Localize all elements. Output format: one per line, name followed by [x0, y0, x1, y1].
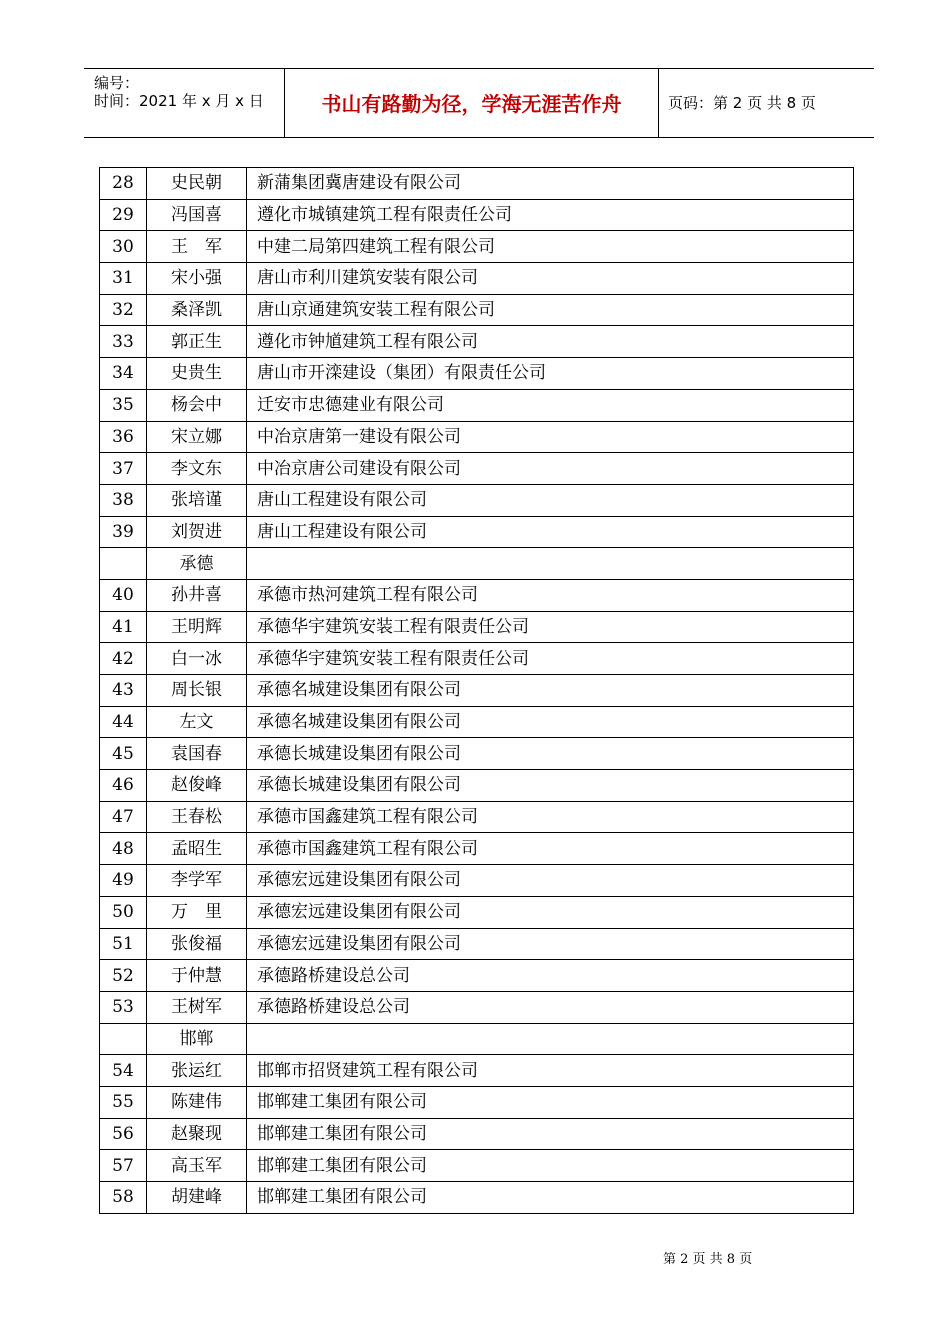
company-name-cell: 承德华宇建筑安装工程有限责任公司	[247, 611, 854, 643]
company-name-cell: 邯郸建工集团有限公司	[247, 1150, 854, 1182]
person-name-cell: 承德	[147, 548, 247, 580]
row-number-cell: 56	[100, 1118, 147, 1150]
person-name-cell: 左文	[147, 706, 247, 738]
person-name-cell: 宋小强	[147, 263, 247, 295]
header-page-cell	[658, 69, 874, 137]
person-name-cell: 冯国喜	[147, 199, 247, 231]
company-name-cell: 承德宏远建设集团有限公司	[247, 928, 854, 960]
company-name-cell: 邯郸市招贤建筑工程有限公司	[247, 1055, 854, 1087]
row-number-cell: 49	[100, 865, 147, 897]
row-number-cell: 32	[100, 294, 147, 326]
row-number-cell: 44	[100, 706, 147, 738]
person-name-cell: 张培谨	[147, 484, 247, 516]
person-name-cell: 王春松	[147, 801, 247, 833]
row-number-cell: 55	[100, 1086, 147, 1118]
person-name-cell: 于仲慧	[147, 960, 247, 992]
company-name-cell: 唐山市开滦建设（集团）有限责任公司	[247, 358, 854, 390]
row-number-cell: 31	[100, 263, 147, 295]
table-row	[100, 484, 854, 516]
table-row	[100, 358, 854, 390]
row-number-cell: 54	[100, 1055, 147, 1087]
row-number-cell: 34	[100, 358, 147, 390]
table-row	[100, 960, 854, 992]
person-name-cell: 王明辉	[147, 611, 247, 643]
company-name-cell: 承德长城建设集团有限公司	[247, 770, 854, 802]
person-name-cell: 赵俊峰	[147, 770, 247, 802]
row-number-cell: 50	[100, 896, 147, 928]
table-row	[100, 1150, 854, 1182]
person-name-cell: 周长银	[147, 675, 247, 707]
person-name-cell: 刘贺进	[147, 516, 247, 548]
header-page-info: 页码：第 2 页 共 8 页	[668, 94, 816, 112]
table-row	[100, 389, 854, 421]
row-number-cell: 40	[100, 579, 147, 611]
company-name-cell: 唐山京通建筑安装工程有限公司	[247, 294, 854, 326]
motto-text: 书山有路勤为径，学海无涯苦作舟	[321, 92, 622, 116]
time-label: 时间：2021 年 x 月 x 日	[94, 92, 264, 110]
table-row	[100, 1182, 854, 1214]
company-name-cell: 遵化市城镇建筑工程有限责任公司	[247, 199, 854, 231]
table-row	[100, 991, 854, 1023]
person-name-cell: 孟昭生	[147, 833, 247, 865]
table-row	[100, 326, 854, 358]
table-row	[100, 453, 854, 485]
row-number-cell: 43	[100, 675, 147, 707]
person-name-cell: 孙井喜	[147, 579, 247, 611]
company-name-cell: 承德名城建设集团有限公司	[247, 706, 854, 738]
table-row	[100, 199, 854, 231]
person-name-cell: 郭正生	[147, 326, 247, 358]
row-number-cell	[100, 1023, 147, 1055]
table-row	[100, 263, 854, 295]
header-motto-cell	[284, 69, 659, 137]
page-header	[84, 68, 874, 138]
table-row	[100, 643, 854, 675]
row-number-cell: 37	[100, 453, 147, 485]
row-number-cell: 39	[100, 516, 147, 548]
person-name-cell: 陈建伟	[147, 1086, 247, 1118]
row-number-cell: 53	[100, 991, 147, 1023]
company-name-cell: 中冶京唐公司建设有限公司	[247, 453, 854, 485]
footer-page-number: 第 2 页 共 8 页	[663, 1252, 753, 1267]
table-row	[100, 1055, 854, 1087]
person-name-cell: 王树军	[147, 991, 247, 1023]
company-name-cell: 承德市国鑫建筑工程有限公司	[247, 801, 854, 833]
table-row	[100, 1086, 854, 1118]
row-number-cell: 58	[100, 1182, 147, 1214]
person-name-cell: 胡建峰	[147, 1182, 247, 1214]
company-name-cell: 唐山工程建设有限公司	[247, 516, 854, 548]
person-name-cell: 袁国春	[147, 738, 247, 770]
table-row	[100, 706, 854, 738]
person-name-cell: 杨会中	[147, 389, 247, 421]
company-name-cell: 承德长城建设集团有限公司	[247, 738, 854, 770]
table-row	[100, 896, 854, 928]
company-name-cell: 邯郸建工集团有限公司	[247, 1086, 854, 1118]
row-number-cell: 33	[100, 326, 147, 358]
company-name-cell: 中建二局第四建筑工程有限公司	[247, 231, 854, 263]
table-row	[100, 865, 854, 897]
row-number-cell: 52	[100, 960, 147, 992]
company-name-cell: 承德名城建设集团有限公司	[247, 675, 854, 707]
table-row	[100, 421, 854, 453]
row-number-cell: 47	[100, 801, 147, 833]
person-name-cell: 王 军	[147, 231, 247, 263]
person-name-cell: 白一冰	[147, 643, 247, 675]
company-name-cell: 邯郸建工集团有限公司	[247, 1182, 854, 1214]
table-row	[100, 770, 854, 802]
row-number-cell: 35	[100, 389, 147, 421]
person-name-cell: 史民朝	[147, 168, 247, 200]
person-name-cell: 高玉军	[147, 1150, 247, 1182]
row-number-cell: 46	[100, 770, 147, 802]
company-name-cell: 承德路桥建设总公司	[247, 991, 854, 1023]
person-name-cell: 张俊福	[147, 928, 247, 960]
table-row	[100, 801, 854, 833]
company-name-cell: 中冶京唐第一建设有限公司	[247, 421, 854, 453]
header-meta-cell	[84, 69, 284, 137]
row-number-cell: 45	[100, 738, 147, 770]
company-name-cell	[247, 1023, 854, 1055]
row-number-cell: 29	[100, 199, 147, 231]
row-number-cell: 42	[100, 643, 147, 675]
table-row	[100, 1118, 854, 1150]
company-name-cell: 唐山市利川建筑安装有限公司	[247, 263, 854, 295]
row-number-cell: 38	[100, 484, 147, 516]
company-name-cell: 承德路桥建设总公司	[247, 960, 854, 992]
table-row	[100, 738, 854, 770]
table-row	[100, 579, 854, 611]
person-name-cell: 桑泽凯	[147, 294, 247, 326]
person-name-cell: 邯郸	[147, 1023, 247, 1055]
personnel-table	[99, 167, 854, 1214]
table-row	[100, 231, 854, 263]
company-name-cell: 新蒲集团冀唐建设有限公司	[247, 168, 854, 200]
person-name-cell: 李学军	[147, 865, 247, 897]
row-number-cell	[100, 548, 147, 580]
region-header-row	[100, 548, 854, 580]
person-name-cell: 张运红	[147, 1055, 247, 1087]
region-header-row	[100, 1023, 854, 1055]
company-name-cell	[247, 548, 854, 580]
company-name-cell: 承德宏远建设集团有限公司	[247, 896, 854, 928]
number-label: 编号：	[94, 74, 140, 92]
table-row	[100, 611, 854, 643]
company-name-cell: 承德宏远建设集团有限公司	[247, 865, 854, 897]
table-row	[100, 168, 854, 200]
company-name-cell: 迁安市忠德建业有限公司	[247, 389, 854, 421]
table-row	[100, 833, 854, 865]
row-number-cell: 36	[100, 421, 147, 453]
person-name-cell: 李文东	[147, 453, 247, 485]
row-number-cell: 41	[100, 611, 147, 643]
row-number-cell: 57	[100, 1150, 147, 1182]
company-name-cell: 邯郸建工集团有限公司	[247, 1118, 854, 1150]
person-name-cell: 宋立娜	[147, 421, 247, 453]
company-name-cell: 承德市国鑫建筑工程有限公司	[247, 833, 854, 865]
person-name-cell: 史贵生	[147, 358, 247, 390]
row-number-cell: 28	[100, 168, 147, 200]
table-row	[100, 294, 854, 326]
company-name-cell: 遵化市钟馗建筑工程有限公司	[247, 326, 854, 358]
row-number-cell: 51	[100, 928, 147, 960]
company-name-cell: 承德市热河建筑工程有限公司	[247, 579, 854, 611]
row-number-cell: 48	[100, 833, 147, 865]
company-name-cell: 承德华宇建筑安装工程有限责任公司	[247, 643, 854, 675]
company-name-cell: 唐山工程建设有限公司	[247, 484, 854, 516]
table-row	[100, 675, 854, 707]
person-name-cell: 万 里	[147, 896, 247, 928]
table-row	[100, 516, 854, 548]
row-number-cell: 30	[100, 231, 147, 263]
person-name-cell: 赵聚现	[147, 1118, 247, 1150]
table-row	[100, 928, 854, 960]
